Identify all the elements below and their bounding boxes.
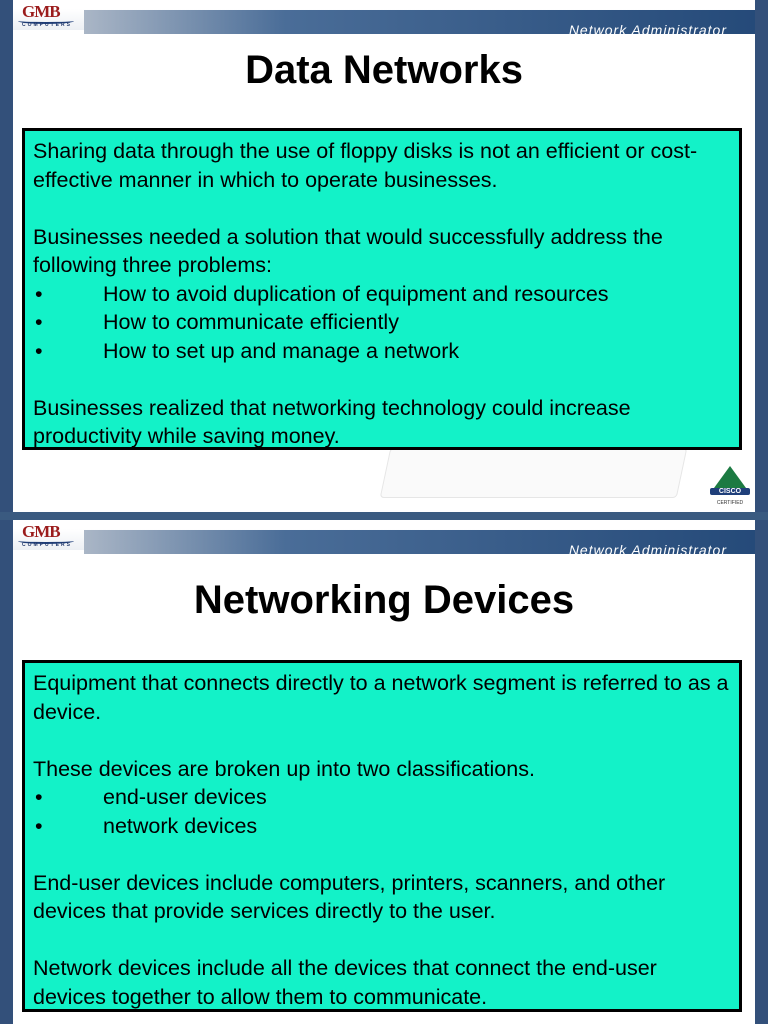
course-title: Network Administrator — [568, 542, 727, 558]
slide-right-border — [755, 520, 768, 1024]
bullet-icon: • — [35, 813, 43, 838]
bullet-text: How to communicate efficiently — [103, 310, 399, 334]
gmb-logo — [14, 2, 84, 32]
logo-subtext: COMPUTERS — [22, 542, 72, 548]
bullet-text: How to set up and manage a network — [103, 338, 460, 363]
paragraph: Businesses realized that networking technology could increase productivity while saving money. — [33, 395, 631, 448]
bullet-text: end-user devices — [103, 785, 267, 809]
bullet-icon: • — [35, 785, 43, 809]
slide-divider — [0, 512, 768, 520]
logo-text: GMB — [22, 522, 60, 541]
content-box — [22, 128, 742, 450]
slide-left-border — [0, 520, 13, 1024]
paragraph: Network devices include all the devices that connect the end-user devices together to allow them to communicate. — [33, 956, 657, 1009]
paragraph: These devices are broken up into two classifications. — [33, 756, 535, 781]
bullet-item — [33, 280, 731, 309]
bullet-text: network devices — [103, 813, 258, 838]
course-title: Network Administrator — [568, 22, 727, 38]
slide-right-border — [755, 0, 768, 512]
paragraph: Businesses needed a solution that would successfully address the following three problems: — [33, 224, 663, 277]
bullet-item — [33, 308, 731, 337]
slide-title: Networking Devices — [193, 578, 575, 622]
slide-left-border — [0, 0, 13, 512]
bullet-item — [33, 337, 731, 366]
bullet-text: How to avoid duplication of equipment and resources — [103, 281, 609, 306]
paragraph: Equipment that connects directly to a network segment is referred to as a device. — [33, 671, 729, 724]
certified-text: CERTIFIED — [716, 500, 744, 506]
header-band — [84, 10, 755, 38]
logo-subtext: COMPUTERS — [22, 22, 72, 28]
content-box — [22, 660, 742, 1012]
bullet-icon: • — [35, 281, 43, 306]
header-band — [84, 530, 755, 558]
paragraph: Sharing data through the use of floppy disks is not an efficient or cost-effective manner in which to operate businesses. — [33, 139, 698, 192]
cisco-certified-badge-icon — [708, 466, 752, 510]
bullet-icon: • — [35, 310, 43, 334]
slide-title: Data Networks — [245, 48, 523, 92]
cisco-text: CISCO — [710, 488, 750, 495]
bullet-item — [33, 812, 731, 841]
bullet-item — [33, 783, 731, 812]
network-switch-watermark-icon — [380, 448, 688, 498]
bullet-icon: • — [35, 338, 43, 363]
paragraph: End-user devices include computers, printers, scanners, and other devices that provide services directly to the user. — [33, 870, 666, 923]
gmb-logo — [14, 522, 84, 552]
logo-text: GMB — [22, 2, 60, 21]
